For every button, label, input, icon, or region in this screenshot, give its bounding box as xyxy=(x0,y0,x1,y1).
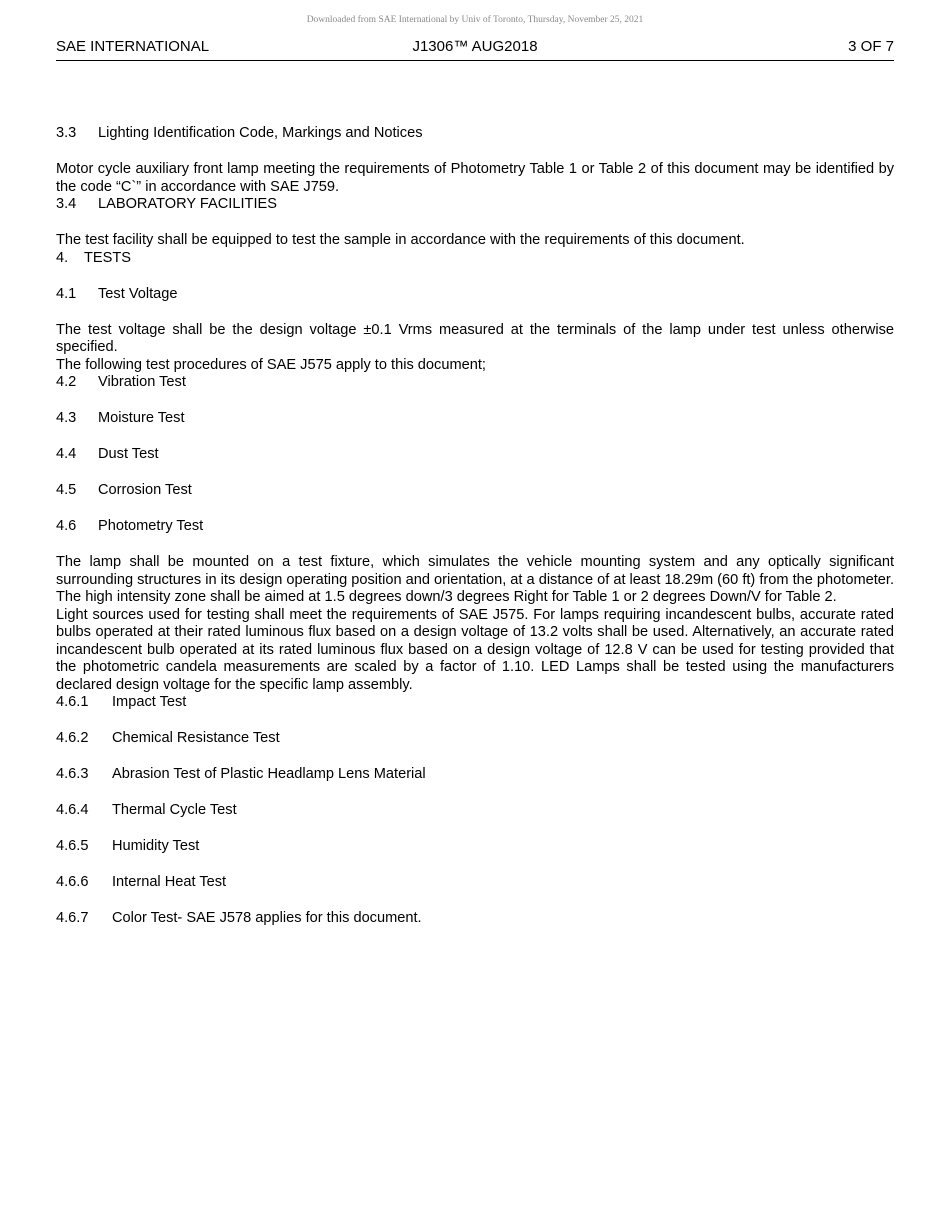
section-number: 4.6.5 xyxy=(56,838,89,854)
section-4-5-heading xyxy=(56,482,894,500)
section-4-6-1-heading xyxy=(56,694,894,712)
section-title: Photometry Test xyxy=(98,518,204,534)
section-4-2-heading xyxy=(56,374,894,392)
section-4-6-6-heading xyxy=(56,874,894,892)
download-watermark: Downloaded from SAE International by Univ of Toronto, Thursday, November 25, 2021 xyxy=(306,15,644,25)
paragraph-light-sources: Light sources used for testing shall meet the requirements of SAE J575. For lamps requiring incandescent bulbs, accurate rated bulbs operated at their rated luminous flux based on a design voltage of 13.2 volts shall be used. Alternatively, an accurate rated incandescent bulb operated at its rated luminous flux based on a design voltage of 12.8 V can be used for testing provided that the photometric candela measurements are scaled by a factor of 1.10. LED Lamps shall be tested using the manufacturers declared design voltage for the specific lamp assembly. xyxy=(56,606,894,693)
paragraph-test-procedures: The following test procedures of SAE J575 apply to this document; xyxy=(56,356,486,373)
section-4-3-heading xyxy=(56,410,894,428)
page-number: 3 OF 7 xyxy=(848,38,894,55)
section-title: LABORATORY FACILITIES xyxy=(98,196,277,212)
section-number: 4.6 xyxy=(56,518,77,534)
section-title: Thermal Cycle Test xyxy=(112,802,237,818)
section-3-3-heading xyxy=(56,125,894,143)
document-id: J1306™ AUG2018 xyxy=(412,38,538,55)
section-3-4-heading xyxy=(56,196,894,214)
section-title: Color Test- SAE J578 applies for this document. xyxy=(112,910,422,926)
section-number: 3.4 xyxy=(56,196,77,212)
section-number: 4.1 xyxy=(56,285,77,302)
section-number: 4.6.6 xyxy=(56,874,89,890)
section-4-4-heading xyxy=(56,446,894,464)
section-number: 3.3 xyxy=(56,125,77,141)
paragraph-mounting: The lamp shall be mounted on a test fixture, which simulates the vehicle mounting system and any optically significant surrounding structures in its design operating position and orientation, at a distance of at least 18.29m (60 ft) from the photometer. The high intensity zone shall be aimed at 1.5 degrees down/3 degrees Right for Table 1 or 2 degrees Down/V for Table 2. xyxy=(56,554,895,605)
paragraph-test-facility: The test facility shall be equipped to test the sample in accordance with the requirements of this document. xyxy=(56,232,745,248)
page-header xyxy=(56,38,894,61)
section-4-6-heading xyxy=(56,518,894,536)
document-body xyxy=(56,125,894,946)
section-number: 4.6.3 xyxy=(56,766,89,782)
paragraph-test-voltage: The test voltage shall be the design voltage ±0.1 Vrms measured at the terminals of the lamp under test unless otherwise specified. xyxy=(56,321,894,355)
section-title: Corrosion Test xyxy=(98,482,192,498)
section-4-1-heading xyxy=(56,286,894,304)
section-number: 4.5 xyxy=(56,482,77,498)
section-4-6-2-heading xyxy=(56,730,894,748)
section-title: Moisture Test xyxy=(98,410,185,426)
section-title: Lighting Identification Code, Markings and Notices xyxy=(98,125,423,141)
section-title: Test Voltage xyxy=(98,285,178,302)
section-title: Humidity Test xyxy=(112,838,200,854)
section-title: Abrasion Test of Plastic Headlamp Lens Material xyxy=(112,766,426,782)
section-number: 4.4 xyxy=(56,446,77,462)
section-4-6-4-heading xyxy=(56,802,894,820)
section-4-6-7-heading xyxy=(56,910,894,928)
section-number: 4.6.1 xyxy=(56,694,89,710)
section-title: Vibration Test xyxy=(98,374,186,390)
section-title: Chemical Resistance Test xyxy=(112,730,280,746)
section-4-6-5-heading xyxy=(56,838,894,856)
section-title: Dust Test xyxy=(98,446,159,462)
section-number: 4.6.4 xyxy=(56,802,89,818)
section-number: 4.3 xyxy=(56,410,77,426)
section-number: 4.6.2 xyxy=(56,730,89,746)
section-title: Internal Heat Test xyxy=(112,874,227,890)
section-number: 4.6.7 xyxy=(56,910,89,926)
section-title: TESTS xyxy=(84,249,132,266)
paragraph-identification-code: Motor cycle auxiliary front lamp meeting the requirements of Photometry Table 1 or Table 2 of this document may be identified by the code “C`” in accordance with SAE J759. xyxy=(56,161,894,195)
section-4-heading xyxy=(56,250,894,268)
section-title: Impact Test xyxy=(112,694,187,710)
section-number: 4. xyxy=(56,249,69,266)
section-number: 4.2 xyxy=(56,374,77,390)
section-4-6-3-heading xyxy=(56,766,894,784)
publisher-name: SAE INTERNATIONAL xyxy=(56,38,210,55)
